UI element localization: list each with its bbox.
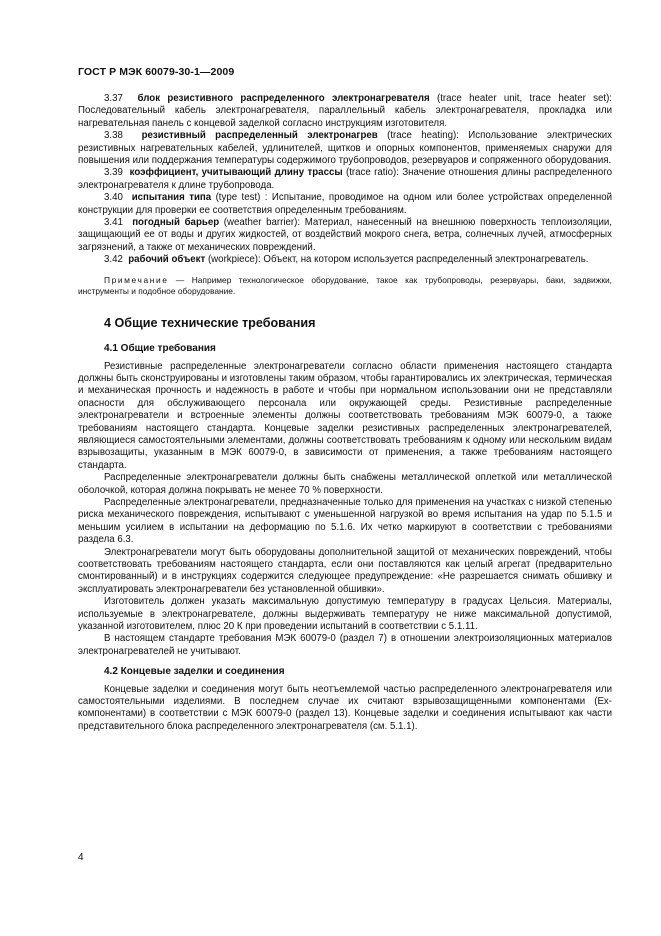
paragraph: В настоящем стандарте требования МЭК 60079-0 (раздел 7) в отношении электроизоляционных материалов электронагревателей не учитывают. xyxy=(78,633,612,657)
paragraph: Электронагреватели могут быть оборудованы дополнительной защитой от механических повреждений, чтобы соответствовать требованиям настоящего стандарта, если они поставляются как целый агрегат (предварительно смонтированный) и в инструкциях содержится следующее предупреждение: «Не разрешается снимать обшивку и эксплуатировать электронагреватели без установленной обшивки». xyxy=(78,546,612,595)
definition-3-38 xyxy=(78,130,612,167)
document-header: ГОСТ Р МЭК 60079-30-1—2009 xyxy=(78,66,235,78)
definition-3-42 xyxy=(78,254,612,266)
note xyxy=(78,275,612,297)
definition-3-40 xyxy=(78,192,612,217)
def-text: (trace ratio): Значение отношения длины распределенного электронагревателя к длине трубопровода. xyxy=(78,167,612,191)
paragraph: Концевые заделки и соединения могут быть неотъемлемой частью распределенного электронагревателя или самостоятельными изделиями. В последнем случае их считают взрывозащищенными компонентами (Ех-компонентами) в соответствии с МЭК 60079-0 (раздел 13). Концевые заделки и соединения испытывают как части представительного блока распределенного электронагревателя (см. 5.1.1). xyxy=(78,683,612,732)
def-text: (weather barrier): Материал, нанесенный на внешнюю поверхность теплоизоляции, защищающий ее от воды и других жидкостей, от воздействий мокрого снега, ветра, солнечных лучей, атмосферных загрязнений, а также от механических повреждений. xyxy=(78,217,612,253)
def-term: блок резистивного распределенного электронагревателя xyxy=(137,93,430,104)
paragraph: Распределенные электронагреватели, предназначенные только для применения на участках с низкой степенью риска механического повреждения, испытывают с уменьшенной нагрузкой во время испытания на удар по 5.1.5 и меньшим усилием в испытании на деформацию по 5.1.6. Их четко маркируют в соответствии с требованиями раздела 6.3. xyxy=(78,496,612,546)
def-text: (type test) : Испытание, проводимое на одном или более устройствах определенной конструкции для проверки ее соответствия определенным требованиям. xyxy=(78,192,612,216)
def-number: 3.39 xyxy=(104,167,123,179)
def-text: (workpiece): Объект, на котором используется распределенный электронагреватель. xyxy=(205,254,589,266)
paragraph: Изготовитель должен указать максимальную допустимую температуру в градусах Цельсия. Материалы, используемые в электронагревателе, должны выдерживать температуру не ниже максимальной допустимой, указанной изготовителем, плюс 20 К при проведении испытаний в соответствии с 5.1.11. xyxy=(78,596,612,633)
def-number: 3.41 xyxy=(104,217,123,229)
subsection-4-2-heading: 4.2 Концевые заделки и соединения xyxy=(104,666,285,678)
definition-3-39 xyxy=(78,167,612,192)
def-term: коэффициент, учитывающий длину трассы xyxy=(129,167,343,179)
paragraph: Распределенные электронагреватели должны быть снабжены металлической оплеткой или металлической оболочкой, которая должна покрывать не менее 70 % поверхности. xyxy=(78,472,612,496)
def-term: резистивный распределенный электронагрев xyxy=(141,130,378,142)
note-text: — Например технологическое оборудование, такое как трубопроводы, резервуары, баки, задвижки, инструменты и подобное оборудование. xyxy=(78,274,612,296)
document-content xyxy=(78,93,612,733)
def-text: (trace heating): Использование электрических резистивных нагревательных кабелей, удлинителей, щитков и опорных компонентов, применяемых снаружи для повышения или поддержания температуры содержимого трубопроводов, резервуаров и сопряженного оборудования. xyxy=(78,130,612,167)
def-number: 3.40 xyxy=(104,192,123,204)
definition-3-41 xyxy=(78,217,612,254)
section-4-heading: 4 Общие технические требования xyxy=(104,315,316,330)
def-term: погодный барьер xyxy=(132,217,220,229)
paragraph: Резистивные распределенные электронагреватели согласно области применения настоящего стандарта должны быть сконструированы и изготовлены таким образом, чтобы гарантировались их электрическая, термическая и механическая прочность и надежность в работе и чтобы при нормальном использовании они не представляли опасности для обслуживающего персонала или окружающей среды. Резистивные распределенные электронагреватели и встроенные элементы должны соответствовать требованиям МЭК 60079-0, а также требованиям настоящего стандарта. Концевые заделки резистивных распределенных электронагревателей, являющиеся самостоятельными элементами, должны соответствовать требованиям к одному или нескольким видам взрывозащиты, указанным в МЭК 60079-0, в зависимости от применения, а также требованиям настоящего стандарта. xyxy=(78,360,612,471)
def-term: рабочий объект xyxy=(128,254,206,266)
def-number: 3.42 xyxy=(104,254,123,266)
def-text: (trace heater unit, trace heater set): Последовательный кабель электронагревателя, параллельный кабель электронагревателя, прокладка или нагревательная панель с концевой заделкой согласно инструкциям изготовителя. xyxy=(78,93,613,129)
note-label: Примечание xyxy=(104,274,169,285)
def-number: 3.38 xyxy=(104,130,123,142)
definition-3-37 xyxy=(78,93,612,130)
def-term: испытания типа xyxy=(131,192,212,204)
def-number: 3.37 xyxy=(104,93,123,104)
subsection-4-1-heading: 4.1 Общие требования xyxy=(104,343,216,355)
page-number: 4 xyxy=(78,852,84,863)
